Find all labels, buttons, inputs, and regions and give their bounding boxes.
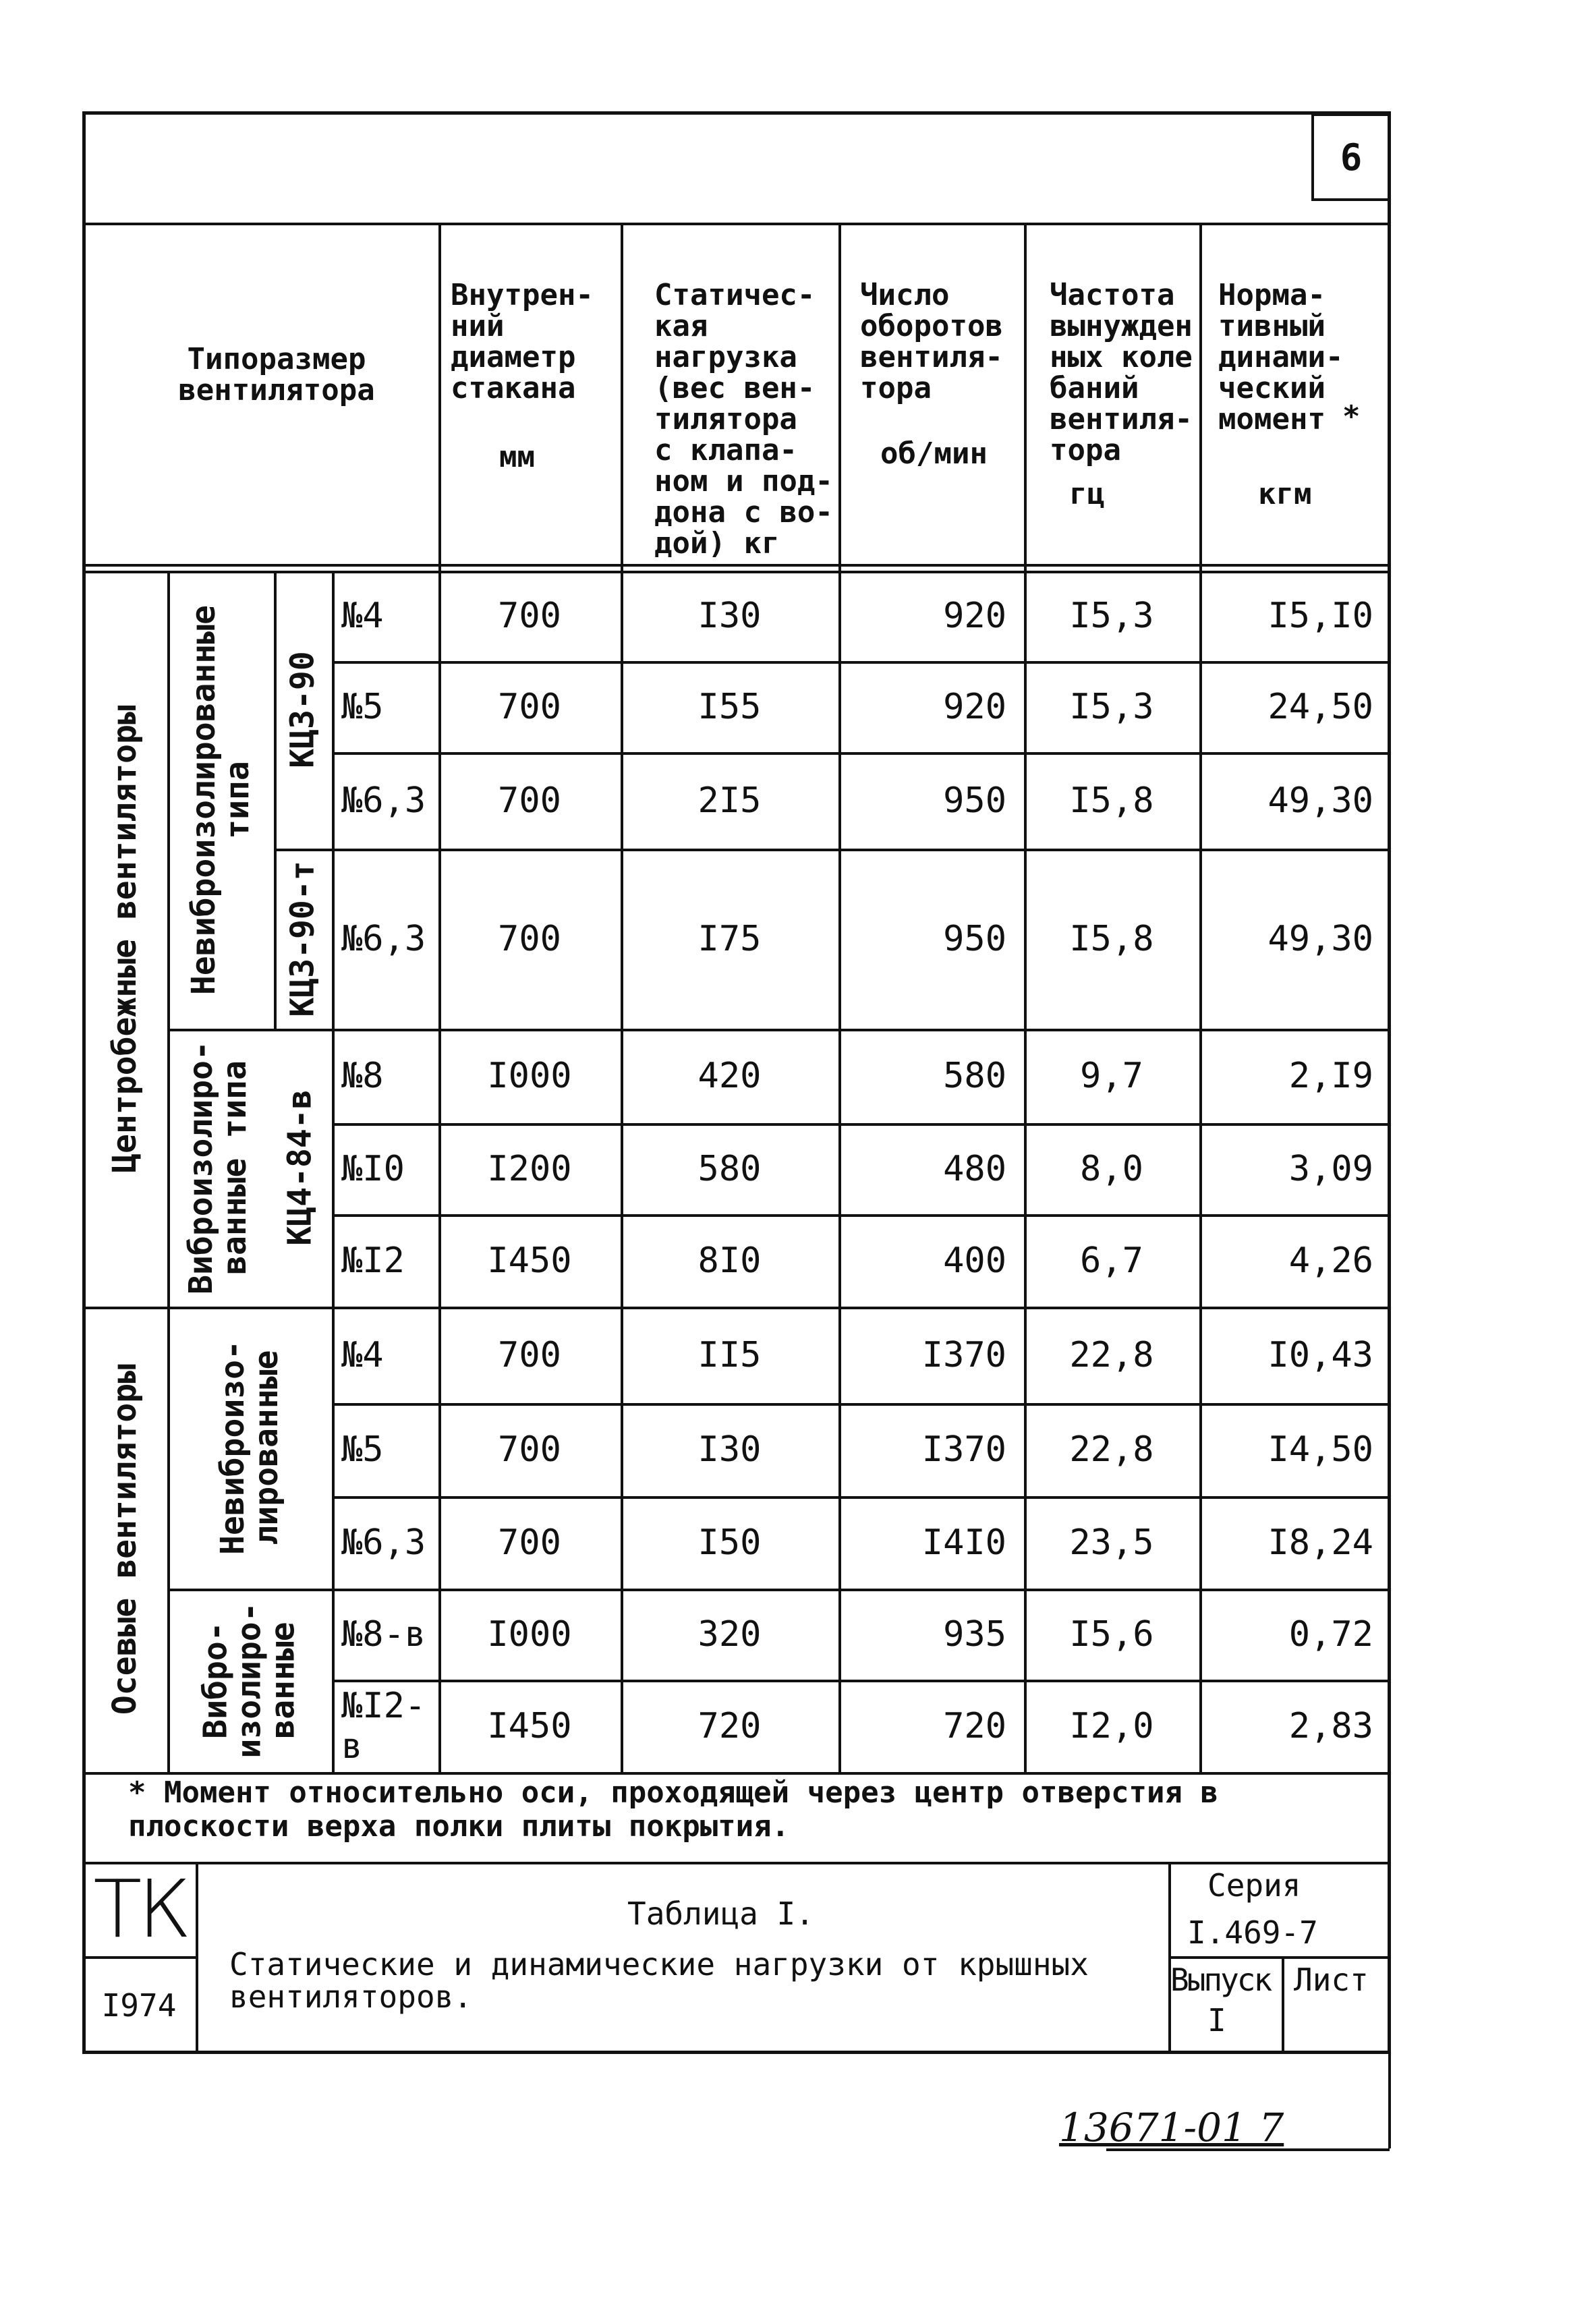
cell-rpm: 400 <box>943 1240 1006 1281</box>
cell-m: I0,43 <box>1267 1334 1373 1375</box>
cell-m: 49,30 <box>1267 918 1373 959</box>
cell-no: №6,3 <box>341 780 426 821</box>
cell-d: I450 <box>487 1705 572 1746</box>
cell-m: 4,26 <box>1288 1240 1373 1281</box>
cell-load: I30 <box>697 1429 762 1470</box>
cell-m: 49,30 <box>1267 780 1373 821</box>
cell-load: I55 <box>697 686 762 727</box>
cell-load: I50 <box>697 1522 762 1563</box>
titleblock-top-line <box>82 1862 1391 1864</box>
table-description: Статические и динамические нагрузки от крышных вентиляторов. <box>229 1946 1089 2015</box>
cell-load: 580 <box>697 1148 762 1189</box>
cell-m: I8,24 <box>1267 1522 1373 1563</box>
model-kts4-84v: КЦ4-84-в <box>281 1089 319 1246</box>
cell-hz: I2,0 <box>1069 1705 1154 1746</box>
frame-tail <box>1388 2054 1391 2148</box>
model-kts3-90: КЦЗ-90 <box>284 651 322 768</box>
table-bottom-line <box>82 1772 1391 1775</box>
cell-load: II5 <box>697 1334 762 1375</box>
cell-no: №8 <box>341 1056 384 1096</box>
cell-d: 700 <box>498 1429 561 1470</box>
cell-rpm: 580 <box>943 1056 1006 1096</box>
header-diameter: Внутрен- ний диаметр стакана <box>451 278 594 405</box>
series-label: Серия <box>1207 1867 1301 1904</box>
cell-hz: 9,7 <box>1080 1056 1143 1096</box>
cell-rpm: 720 <box>943 1705 1006 1746</box>
cell-no: №8-в <box>341 1614 426 1655</box>
subgroup-vib-type: Виброизолиро- ванные типа <box>182 1041 254 1294</box>
header-bottom-line <box>82 564 1391 567</box>
page-number: 6 <box>1311 113 1391 201</box>
header-typesize: Типоразмер вентилятора <box>178 342 375 407</box>
cell-rpm: 920 <box>943 686 1006 727</box>
cell-hz: 22,8 <box>1069 1334 1154 1375</box>
header-top-line <box>82 223 1391 225</box>
cell-hz: 23,5 <box>1069 1522 1154 1563</box>
cell-d: 700 <box>498 780 561 821</box>
cell-hz: 22,8 <box>1069 1429 1154 1470</box>
cell-hz: I5,6 <box>1069 1614 1154 1655</box>
cell-no: №4 <box>341 596 384 636</box>
cell-no: №I2 <box>341 1240 405 1281</box>
subgroup-non-vib-type: Невиброизолированные типа <box>185 605 256 995</box>
cell-hz: I5,8 <box>1069 780 1154 821</box>
tk-logo: ТК <box>93 1862 188 1956</box>
header-diameter-unit: мм <box>499 440 535 474</box>
header-load: Статичес- кая нагрузка (вес вен- тилятора с клапа- ном и под- дона с во- дой) кг <box>654 278 833 561</box>
cell-rpm: I370 <box>921 1429 1006 1470</box>
header-rpm: Число оборотов вентиля- тора <box>860 278 1003 405</box>
cell-rpm: 950 <box>943 918 1006 959</box>
cell-load: I75 <box>697 918 762 959</box>
cell-rpm: 935 <box>943 1614 1006 1655</box>
cell-hz: 8,0 <box>1080 1148 1143 1189</box>
model-kts3-90t: КЦЗ-90-т <box>284 861 322 1017</box>
cell-no: №4 <box>341 1334 384 1375</box>
subgroup-non-vib: Невиброизо- лированные <box>214 1340 286 1555</box>
series-value: I.469-7 <box>1187 1914 1318 1951</box>
cell-rpm: 920 <box>943 596 1006 636</box>
cell-d: I000 <box>487 1056 572 1096</box>
cell-hz: I5,3 <box>1069 686 1154 727</box>
cell-m: 24,50 <box>1267 686 1373 727</box>
cell-rpm: 480 <box>943 1148 1006 1189</box>
year: I974 <box>101 1987 177 2024</box>
tb-series-line <box>1168 1956 1391 1959</box>
cell-m: 3,09 <box>1288 1148 1373 1189</box>
cell-d: 700 <box>498 596 561 636</box>
tb-line-3 <box>1282 1956 1284 2054</box>
cell-load: 320 <box>697 1614 762 1655</box>
cell-no: №5 <box>341 686 384 727</box>
cell-hz: I5,3 <box>1069 596 1154 636</box>
cell-hz: I5,8 <box>1069 918 1154 959</box>
group-centrifugal: Центробежные вентиляторы <box>106 704 144 1173</box>
tb-line-1 <box>196 1862 198 2054</box>
cell-m: 2,83 <box>1288 1705 1373 1746</box>
group-axial: Осевые вентиляторы <box>106 1363 144 1715</box>
cell-no: №I2-в <box>341 1685 426 1767</box>
cell-d: I200 <box>487 1148 572 1189</box>
cell-m: 0,72 <box>1288 1614 1373 1655</box>
archive-underline <box>1106 2148 1390 2151</box>
cell-load: 8I0 <box>697 1240 762 1281</box>
footnote: * Момент относительно оси, проходящей через центр отверстия в плоскости верха полки плиты покрытия. <box>128 1775 1218 1844</box>
header-moment: Норма- тивный динами- ческий момент <box>1218 278 1344 436</box>
cell-d: 700 <box>498 1522 561 1563</box>
cell-d: I450 <box>487 1240 572 1281</box>
cell-rpm: 950 <box>943 780 1006 821</box>
cell-m: 2,I9 <box>1288 1056 1373 1096</box>
cell-m: I4,50 <box>1267 1429 1373 1470</box>
cell-rpm: I4I0 <box>921 1522 1006 1563</box>
header-moment-unit: кгм <box>1258 477 1312 511</box>
cell-d: I000 <box>487 1614 572 1655</box>
cell-hz: 6,7 <box>1080 1240 1143 1281</box>
header-rpm-unit: об/мин <box>880 436 988 471</box>
cell-load: 720 <box>697 1705 762 1746</box>
cell-d: 700 <box>498 918 561 959</box>
cell-load: 420 <box>697 1056 762 1096</box>
cell-no: №I0 <box>341 1148 405 1189</box>
cell-no: №6,3 <box>341 918 426 959</box>
header-freq-unit: гц <box>1069 477 1105 511</box>
sheet-label: Лист <box>1294 1962 1369 1998</box>
cell-m: I5,I0 <box>1267 596 1373 636</box>
cell-rpm: I370 <box>921 1334 1006 1375</box>
header-freq: Частота вынужден ных коле баний вентиля- тора <box>1050 278 1193 467</box>
issue-label: Выпуск <box>1170 1962 1271 1998</box>
cell-load: I30 <box>697 596 762 636</box>
issue-value: I <box>1207 2002 1226 2038</box>
cell-no: №6,3 <box>341 1522 426 1563</box>
cell-d: 700 <box>498 1334 561 1375</box>
archive-number: 13671-01 7 <box>1059 2105 1284 2150</box>
header-moment-star: * <box>1342 399 1361 434</box>
cell-no: №5 <box>341 1429 384 1470</box>
cell-load: 2I5 <box>697 780 762 821</box>
subgroup-vib: Вибро- изолиро- ванные <box>197 1602 302 1759</box>
cell-d: 700 <box>498 686 561 727</box>
table-title: Таблица I. <box>627 1895 814 1932</box>
